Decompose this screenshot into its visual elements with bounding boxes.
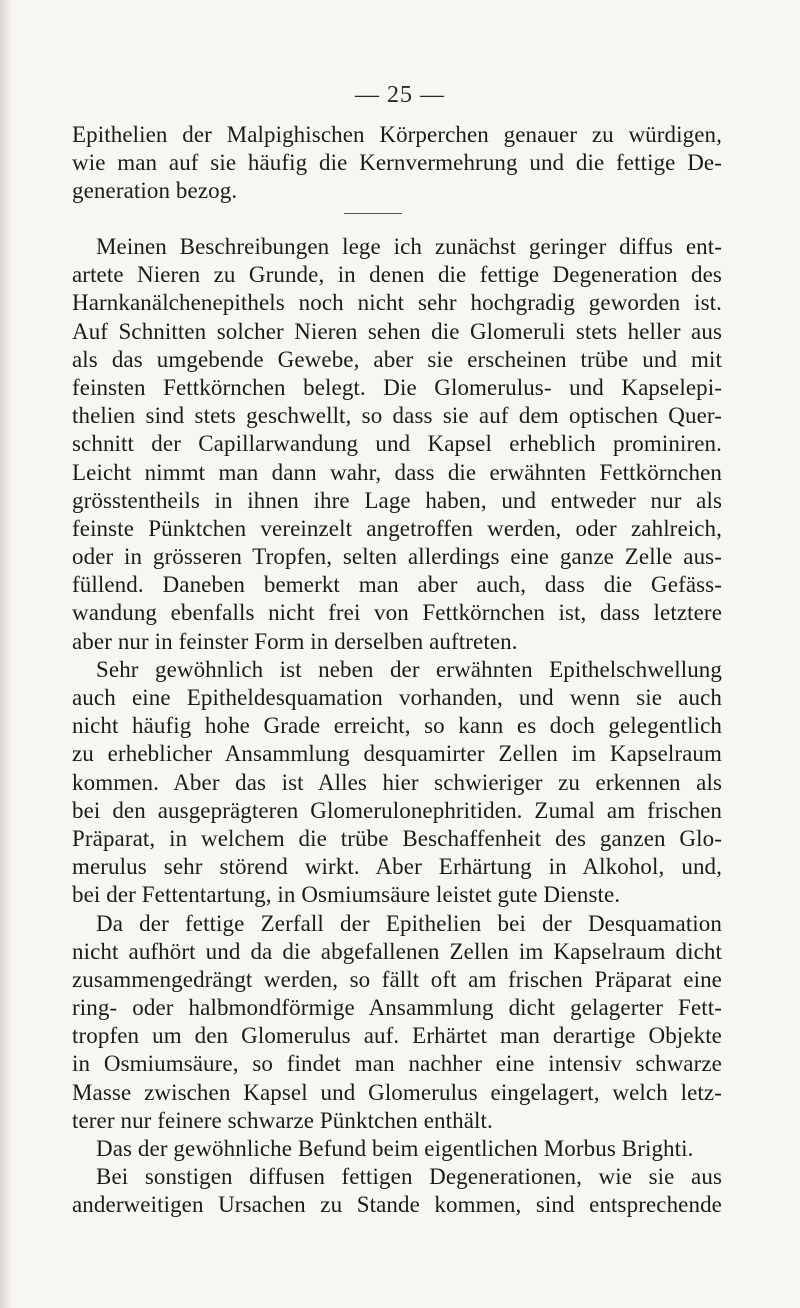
text-line: füllend. Daneben bemerkt man aber auch, dass die Gefäss- [72, 572, 722, 598]
text-line: tropfen um den Glomerulus auf. Erhärtet man derartige Objekte [72, 1023, 722, 1049]
body-text [72, 233, 722, 1220]
text-line: artete Nieren zu Grunde, in denen die fettige Degeneration des [72, 262, 722, 288]
text-line: Präparat, in welchem die trübe Beschaffenheit des ganzen Glo- [72, 825, 722, 851]
text-line: Sehr gewöhnlich ist neben der erwähnten Epithelschwellung [96, 656, 722, 682]
text-line: wie man auf sie häufig die Kernvermehrung und die fettige De- [72, 150, 722, 176]
text-line: nicht aufhört und da die abgefallenen Zellen im Kapselraum dicht [72, 938, 722, 964]
paragraph-other [72, 1163, 722, 1219]
text-line: Harnkanälchenepithels noch nicht sehr hochgradig geworden ist. [72, 290, 722, 316]
text-line: zu erheblicher Ansammlung desquamirter Zellen im Kapselraum [72, 741, 722, 767]
text-line: terer nur feinere schwarze Pünktchen enthält. [72, 1107, 493, 1133]
text-line: grösstentheils in ihnen ihre Lage haben, und entweder nur als [72, 487, 722, 513]
text-line: Da der fettige Zerfall der Epithelien bei der Desquamation [96, 910, 722, 936]
text-line: Auf Schnitten solcher Nieren sehen die Glomeruli stets heller aus [72, 318, 722, 344]
section-divider [344, 213, 402, 214]
text-line: Leicht nimmt man dann wahr, dass die erwähnten Fettkörnchen [72, 459, 722, 485]
text-line: bei den ausgeprägteren Glomerulonephritiden. Zumal am frischen [72, 797, 722, 823]
paragraph-main [72, 233, 722, 656]
page-number: — 25 — [355, 82, 445, 108]
text-line: kommen. Aber das ist Alles hier schwieriger zu erkennen als [72, 769, 722, 795]
text-line: zusammengedrängt werden, so fällt oft am frischen Präparat eine [72, 966, 722, 992]
text-line: aber nur in feinster Form in derselben auftreten. [72, 628, 518, 654]
text-line: Masse zwischen Kapsel und Glomerulus eingelagert, welch letz- [72, 1079, 722, 1105]
text-line: feinste Pünktchen vereinzelt angetroffen werden, oder zahlreich, [72, 515, 722, 541]
text-line: Das der gewöhnliche Befund beim eigentlichen Morbus Brighti. [96, 1136, 694, 1161]
text-line: Meinen Beschreibungen lege ich zunächst geringer diffus ent- [96, 234, 722, 259]
text-line: Epithelien der Malpighischen Körperchen genauer zu würdigen, [72, 122, 722, 147]
text-line: nicht häufig hohe Grade erreicht, so kann es doch gelegentlich [72, 713, 722, 739]
text-line: merulus sehr störend wirkt. Aber Erhärtung in Alkohol, und, [72, 854, 722, 880]
text-line: oder in grösseren Tropfen, selten allerdings eine ganze Zelle aus- [72, 544, 722, 570]
text-line: thelien sind stets geschwellt, so dass sie auf dem optischen Quer- [72, 403, 722, 429]
paragraph-desquamation [72, 656, 722, 910]
text-line: feinsten Fettkörnchen belegt. Die Glomerulus- und Kapselepi- [72, 374, 722, 400]
text-line: in Osmiumsäure, so findet man nachher eine intensiv schwarze [72, 1051, 722, 1077]
page-edge-shadow [0, 0, 12, 1308]
text-line: generation bezog. [72, 178, 238, 204]
text-line: wandung ebenfalls nicht frei von Fettkörnchen ist, dass letztere [72, 600, 722, 626]
paragraph-brighti [72, 1135, 722, 1163]
text-line: schnitt der Capillarwandung und Kapsel erheblich prominiren. [72, 431, 722, 457]
text-line: ring- oder halbmondförmige Ansammlung dicht gelagerter Fett- [72, 995, 722, 1021]
text-line: als das umgebende Gewebe, aber sie erscheinen trübe und mit [72, 346, 722, 372]
text-line: anderweitigen Ursachen zu Stande kommen, sind entsprechende [72, 1192, 722, 1218]
paragraph-continuation [72, 121, 722, 206]
text-line: auch eine Epitheldesquamation vorhanden, und wenn sie auch [72, 685, 722, 710]
text-line: bei der Fettentartung, in Osmiumsäure leistet gute Dienste. [72, 882, 621, 908]
text-line: Bei sonstigen diffusen fettigen Degenerationen, wie sie aus [96, 1164, 722, 1190]
paragraph-fatty-decay [72, 910, 722, 1136]
